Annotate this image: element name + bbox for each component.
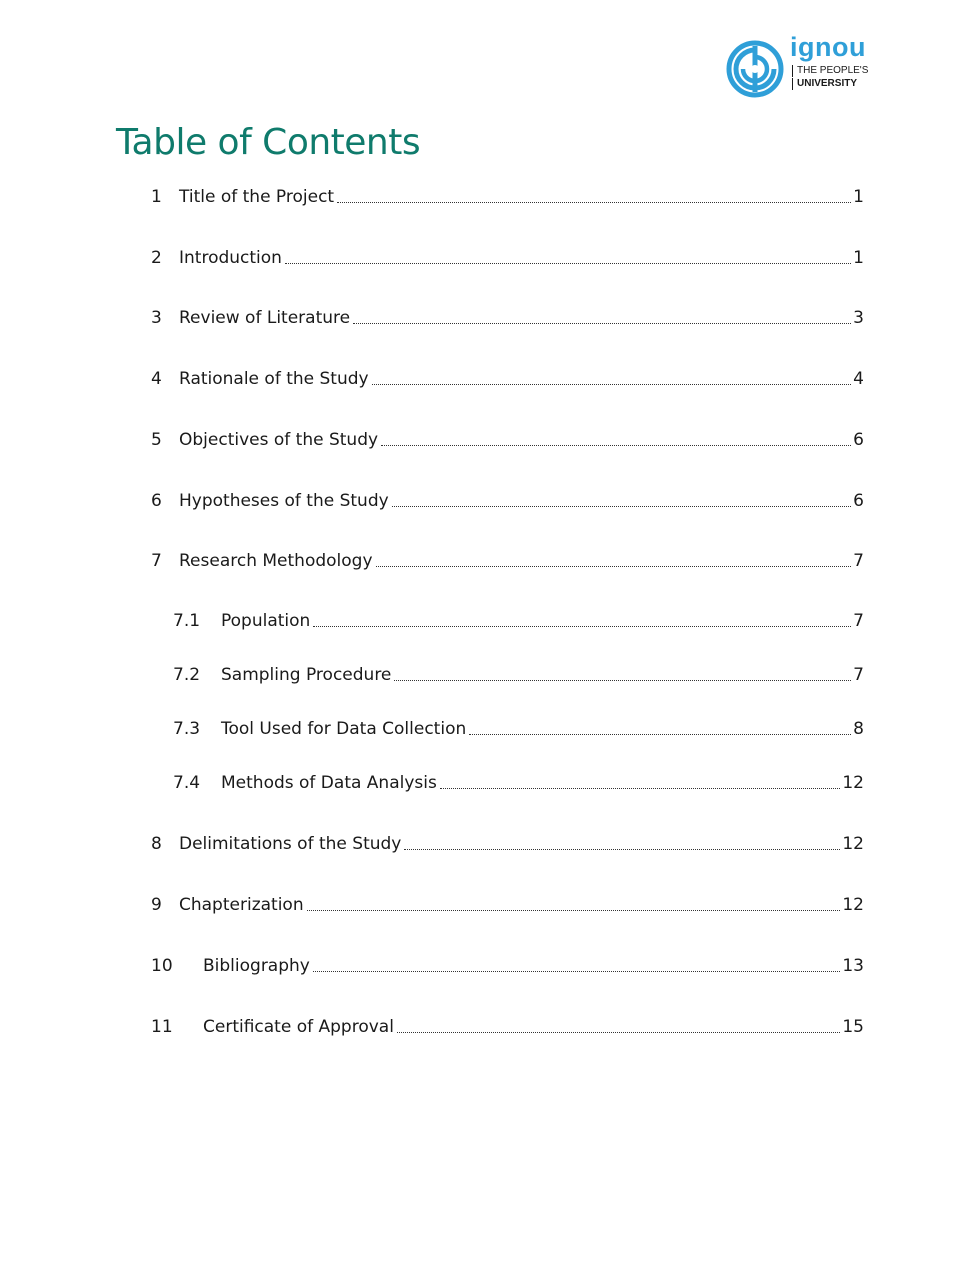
- toc-entry-number: 6: [151, 491, 162, 511]
- toc-entry-title: Bibliography: [203, 956, 310, 976]
- toc-entry-page: 7: [853, 611, 864, 631]
- toc-entry-page: 3: [853, 308, 864, 328]
- toc-subentry[interactable]: [173, 606, 864, 632]
- toc-entry-title: Introduction: [179, 248, 282, 268]
- toc-entry-number: 4: [151, 369, 162, 389]
- toc-dot-leader: [394, 680, 851, 681]
- toc-entry-title: Chapterization: [179, 895, 304, 915]
- toc-entry-number: 7: [151, 551, 162, 571]
- toc-entry-page: 7: [853, 551, 864, 571]
- toc-dot-leader: [307, 910, 841, 911]
- toc-entry-number: 5: [151, 430, 162, 450]
- toc-entry[interactable]: [151, 364, 864, 390]
- toc-entry-title: Delimitations of the Study: [179, 834, 402, 854]
- toc-entry-page: 7: [853, 665, 864, 685]
- toc-entry-number: 7.3: [173, 719, 201, 739]
- toc-entry-page: 6: [853, 430, 864, 450]
- toc-entry-title: Title of the Project: [179, 187, 335, 207]
- toc-entry-title: Sampling Procedure: [221, 665, 392, 685]
- toc-entry-title: Review of Literature: [179, 308, 351, 328]
- logo-tagline-top: THE PEOPLE'S: [792, 65, 868, 77]
- toc-entry-page: 4: [853, 369, 864, 389]
- toc-entry-number: 1: [151, 187, 162, 207]
- toc-entry[interactable]: [151, 243, 864, 269]
- toc-dot-leader: [285, 263, 851, 264]
- ignou-emblem-icon: [726, 40, 784, 98]
- toc-entry-number: 3: [151, 308, 162, 328]
- toc-entry-title: Research Methodology: [179, 551, 373, 571]
- toc-entry[interactable]: [151, 486, 864, 512]
- toc-entry-title: Objectives of the Study: [179, 430, 379, 450]
- toc-entry-page: 12: [842, 773, 864, 793]
- toc-entry-page: 8: [853, 719, 864, 739]
- toc-dot-leader: [404, 849, 840, 850]
- toc-entry[interactable]: [151, 829, 864, 855]
- toc-entry-page: 13: [842, 956, 864, 976]
- toc-entry-number: 8: [151, 834, 162, 854]
- toc-entry-number: 10: [151, 956, 173, 976]
- toc-dot-leader: [440, 788, 841, 789]
- toc-entry-number: 7.1: [173, 611, 201, 631]
- toc-dot-leader: [353, 323, 851, 324]
- toc-dot-leader: [392, 506, 851, 507]
- toc-entry-number: 2: [151, 248, 162, 268]
- toc-entry-number: 11: [151, 1017, 173, 1037]
- toc-entry-title: Tool Used for Data Collection: [221, 719, 467, 739]
- toc-entry-page: 1: [853, 248, 864, 268]
- toc-entry-page: 15: [842, 1017, 864, 1037]
- toc-entry-page: 6: [853, 491, 864, 511]
- toc-entry-page: 12: [842, 834, 864, 854]
- toc-dot-leader: [469, 734, 851, 735]
- toc-entry[interactable]: [151, 425, 864, 451]
- toc-entry-title: Population: [221, 611, 311, 631]
- toc-entry-page: 12: [842, 895, 864, 915]
- toc-dot-leader: [397, 1032, 840, 1033]
- toc-entry-title: Certificate of Approval: [203, 1017, 394, 1037]
- toc-entry[interactable]: [151, 546, 864, 572]
- logo-wordmark: ignou: [790, 32, 866, 62]
- toc-entry[interactable]: [151, 951, 864, 977]
- toc-entry-title: Hypotheses of the Study: [179, 491, 389, 511]
- toc-entry-number: 7.2: [173, 665, 201, 685]
- toc-entry-title: Rationale of the Study: [179, 369, 369, 389]
- toc-subentry[interactable]: [173, 714, 864, 740]
- logo-tagline-bottom: UNIVERSITY: [792, 78, 857, 90]
- toc-dot-leader: [381, 445, 851, 446]
- toc-entry[interactable]: [151, 890, 864, 916]
- toc-entry-title: Methods of Data Analysis: [221, 773, 437, 793]
- toc-entry-number: 9: [151, 895, 162, 915]
- toc-entry[interactable]: [151, 303, 864, 329]
- toc-dot-leader: [313, 626, 851, 627]
- toc-dot-leader: [337, 202, 851, 203]
- page-title: Table of Contents: [116, 122, 421, 163]
- toc-entry[interactable]: [151, 1012, 864, 1038]
- toc-dot-leader: [376, 566, 852, 567]
- toc-entry-page: 1: [853, 187, 864, 207]
- toc-dot-leader: [372, 384, 852, 385]
- toc-entry-number: 7.4: [173, 773, 201, 793]
- toc-entry[interactable]: [151, 182, 864, 208]
- ignou-logo: [726, 32, 876, 98]
- toc-dot-leader: [313, 971, 841, 972]
- toc-subentry[interactable]: [173, 660, 864, 686]
- toc-subentry[interactable]: [173, 768, 864, 794]
